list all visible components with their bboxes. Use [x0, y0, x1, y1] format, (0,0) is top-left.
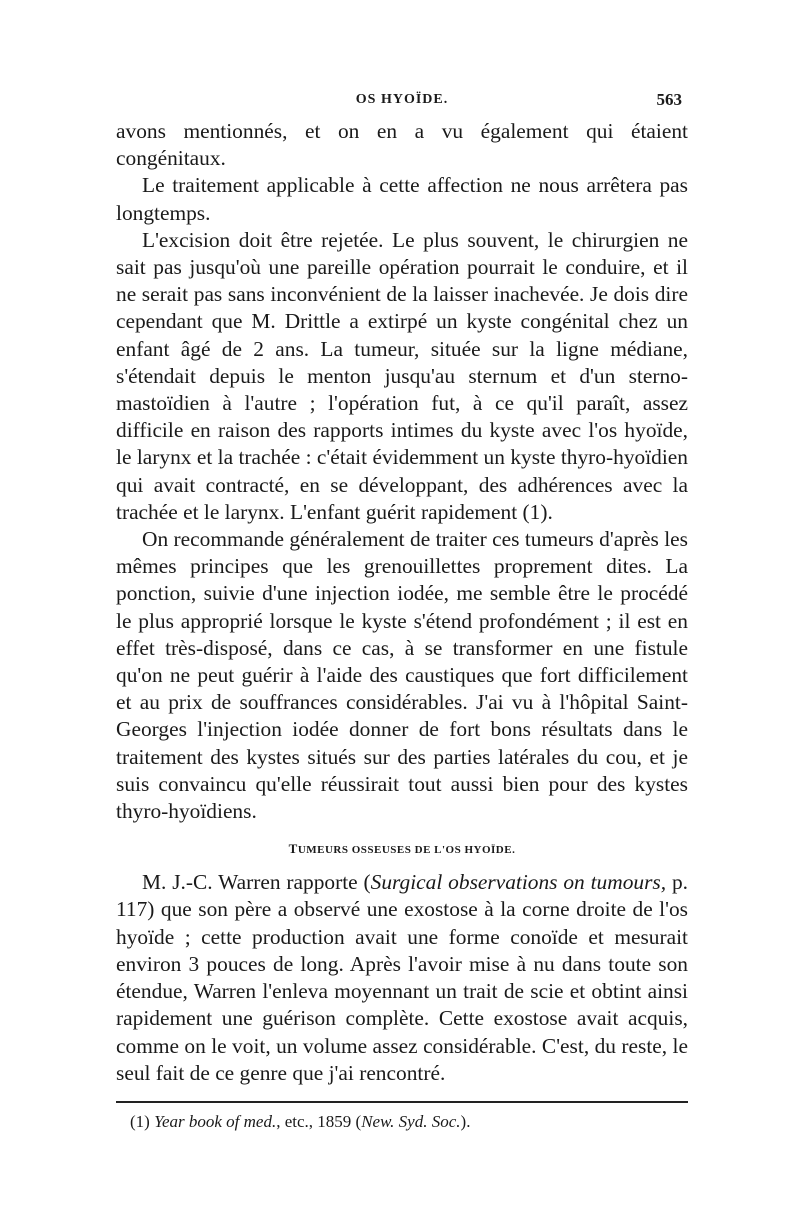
warren-citation: Surgical observations on tumours, [370, 870, 667, 895]
footnote-end: ). [460, 1111, 471, 1131]
footnote-marker: (1) [130, 1111, 155, 1131]
section-heading-rest: UMEURS OSSEUSES DE L'OS HYOÏDE. [297, 844, 516, 857]
paragraph-treatment: Le traitement applicable à cette affection ne nous arrêtera pas longtemps. [116, 173, 688, 225]
warren-lead: M. J.-C. Warren rapporte ( [142, 870, 371, 895]
footnote-rule [116, 1101, 688, 1103]
paragraph-continuation: avons mentionnés, et on en a vu également qui étaient congénitaux. [116, 119, 688, 171]
page-body [116, 118, 688, 1133]
paragraph-injection: On recommande généralement de traiter ces tumeurs d'après les mêmes principes que les grenouillettes proprement dites. La ponction, suivie d'une injection iodée, me semble être le procédé le plus approprié lorsque le kyste s'étend profondément ; il est en effet très-disposé, dans ce cas, à se transformer en une fistule qu'on ne peut guérir à l'aide des caustiques que fort difficilement et au prix de souffrances considérables. J'ai vu à l'hôpital Saint-Georges l'injection iodée donner de fort bons résultats dans le traitement des kystes situés sur des parties latérales du cou, et je suis convaincu qu'elle réussirait tout aussi bien pour des kystes thyro-hyoïdiens. [116, 527, 688, 824]
section-heading-initial: T [288, 841, 298, 857]
page-header [116, 88, 688, 118]
paragraph-warren [116, 869, 688, 1087]
book-page [116, 88, 688, 1133]
footnote [116, 1111, 688, 1133]
footnote-middle: , etc., 1859 ( [276, 1111, 362, 1131]
running-title: OS HYOÏDE. [355, 92, 449, 107]
paragraph-excision: L'excision doit être rejetée. Le plus souvent, le chirurgien ne sait pas jusqu'où une pareille opération pourrait le conduire, et il ne serait pas sans inconvénient de la laisser inachevée. Je dois dire cependant que M. Drittle a extirpé un kyste congénital chez un enfant âgé de 2 ans. La tumeur, située sur la ligne médiane, s'étendait depuis le menton jusqu'au sternum et d'un sterno-mastoïdien à l'autre ; l'opération fut, à ce qu'il paraît, assez difficile en raison des rapports intimes du kyste avec l'os hyoïde, le larynx et la trachée : c'était évidemment un kyste thyro-hyoïdien qui avait contracté, en se développant, des adhérences avec la trachée et le larynx. L'enfant guérit rapidement (1). [116, 227, 688, 524]
page-number: 563 [656, 90, 682, 109]
warren-text: p. 117) que son père a observé une exostose à la corne droite de l'os hyoïde ; cette production avait une forme conoïde et mesurait environ 3 pouces de long. Après l'avoir mise à nu dans toute son étendue, Warren l'enleva moyennant un trait de scie et obtint ainsi rapidement une guérison complète. Cette exostose avait acquis, comme on le voit, un volume assez considérable. C'est, du reste, le seul fait de ce genre que j'ai rencontré. [116, 870, 688, 1085]
section-heading [116, 841, 688, 857]
footnote-society: New. Syd. Soc. [361, 1111, 461, 1131]
footnote-work: Year book of med. [154, 1111, 277, 1131]
